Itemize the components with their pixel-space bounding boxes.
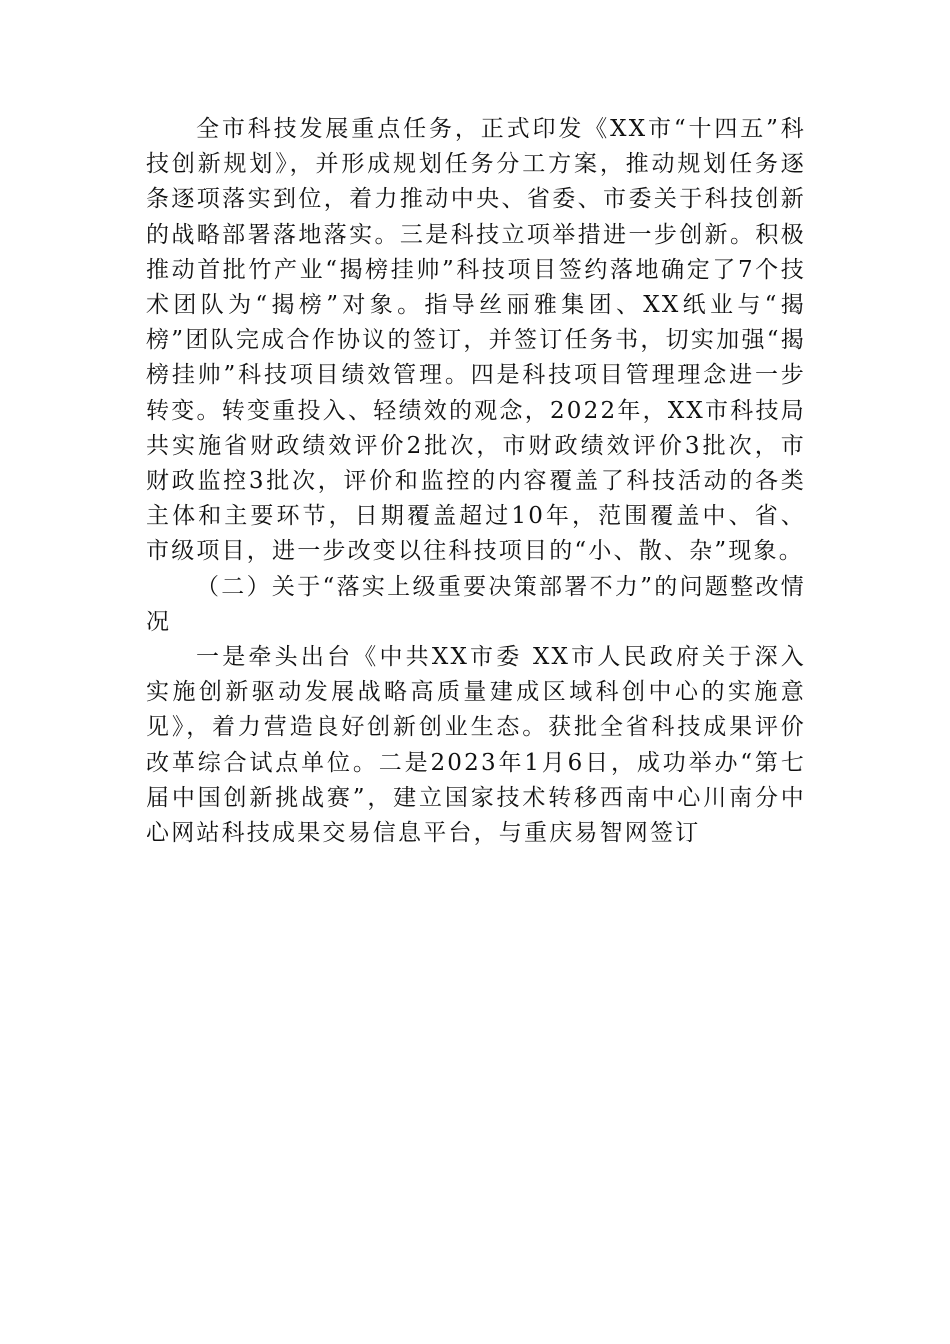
section-heading-2: （二）关于“落实上级重要决策部署不力”的问题整改情况: [146, 573, 806, 635]
body-paragraph-1: 全市科技发展重点任务，正式印发《XX市“十四五”科技创新规划》，并形成规划任务分工方案，推动规划任务逐条逐项落实到位，着力推动中央、省委、市委关于科技创新的战略部署落地落实。三是科技立项举措进一步创新。积极推动首批竹产业“揭榜挂帅”科技项目签约落地确定了7个技术团队为“揭榜”对象。指导丝丽雅集团、XX纸业与“揭榜”团队完成合作协议的签订，并签订任务书，切实加强“揭榜挂帅”科技项目绩效管理。四是科技项目管理理念进一步转变。转变重投入、轻绩效的观念，2022年，XX市科技局共实施省财政绩效评价2批次，市财政绩效评价3批次，市财政监控3批次，评价和监控的内容覆盖了科技活动的各类主体和主要环节，日期覆盖超过10年，范围覆盖中、省、市级项目，进一步改变以往科技项目的“小、散、杂”现象。: [146, 116, 806, 565]
document-body: [146, 112, 806, 851]
body-paragraph-3: 一是牵头出台《中共XX市委 XX市人民政府关于深入实施创新驱动发展战略高质量建成区域科创中心的实施意见》，着力营造良好创新创业生态。获批全省科技成果评价改革综合试点单位。二是2023年1月6日，成功举办“第七届中国创新挑战赛”，建立国家技术转移西南中心川南分中心网站科技成果交易信息平台，与重庆易智网签订: [146, 644, 806, 847]
